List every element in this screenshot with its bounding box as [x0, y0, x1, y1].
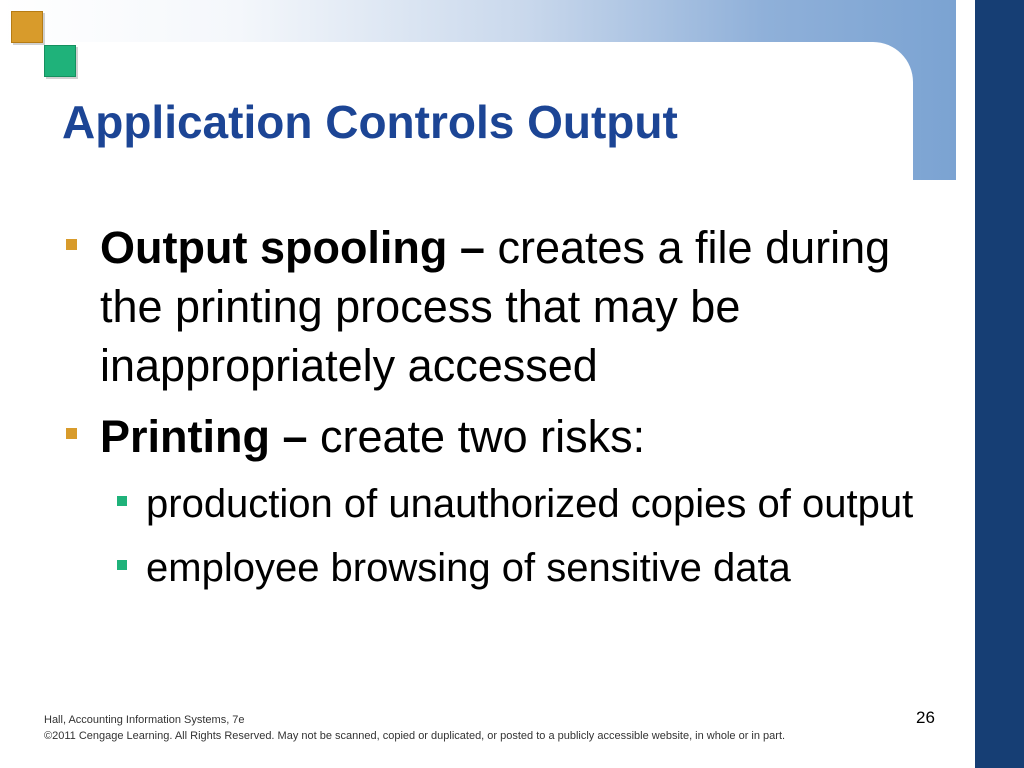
sub-bullet-unauthorized-copies: [66, 478, 946, 530]
sub-bullet-employee-browsing: [66, 542, 946, 594]
slide-content: [66, 218, 946, 606]
green-square-icon: [44, 45, 76, 77]
header-gradient-band: [0, 0, 956, 180]
sub-bullet-text: employee browsing of sensitive data: [146, 546, 791, 590]
bullet-term: Output spooling –: [100, 222, 485, 273]
footer-copyright: ©2011 Cengage Learning. All Rights Reserved. May not be scanned, copied or duplicated, or posted to a publicly accessible website, in whole or in part.: [44, 730, 786, 742]
page-number: 26: [916, 708, 935, 727]
side-bar: [975, 0, 1024, 768]
sub-bullet-marker-icon: [117, 496, 127, 506]
gold-square-icon: [11, 11, 43, 43]
bullet-output-spooling: [66, 218, 946, 395]
bullet-text: creates a file during the printing process that may be inappropriately accessed: [100, 222, 891, 391]
sub-bullet-marker-icon: [117, 560, 127, 570]
bullet-printing: [66, 407, 946, 466]
footer: [44, 712, 785, 744]
footer-source: Hall, Accounting Information Systems, 7e: [44, 714, 245, 726]
sub-bullet-text: production of unauthorized copies of output: [146, 482, 914, 526]
bullet-marker-icon: [66, 428, 77, 439]
bullet-term: Printing –: [100, 411, 308, 462]
bullet-marker-icon: [66, 239, 77, 250]
slide-title: Application Controls Output: [62, 96, 678, 148]
sub-bullet-list: [66, 478, 946, 594]
bullet-text: create two risks:: [307, 411, 646, 462]
